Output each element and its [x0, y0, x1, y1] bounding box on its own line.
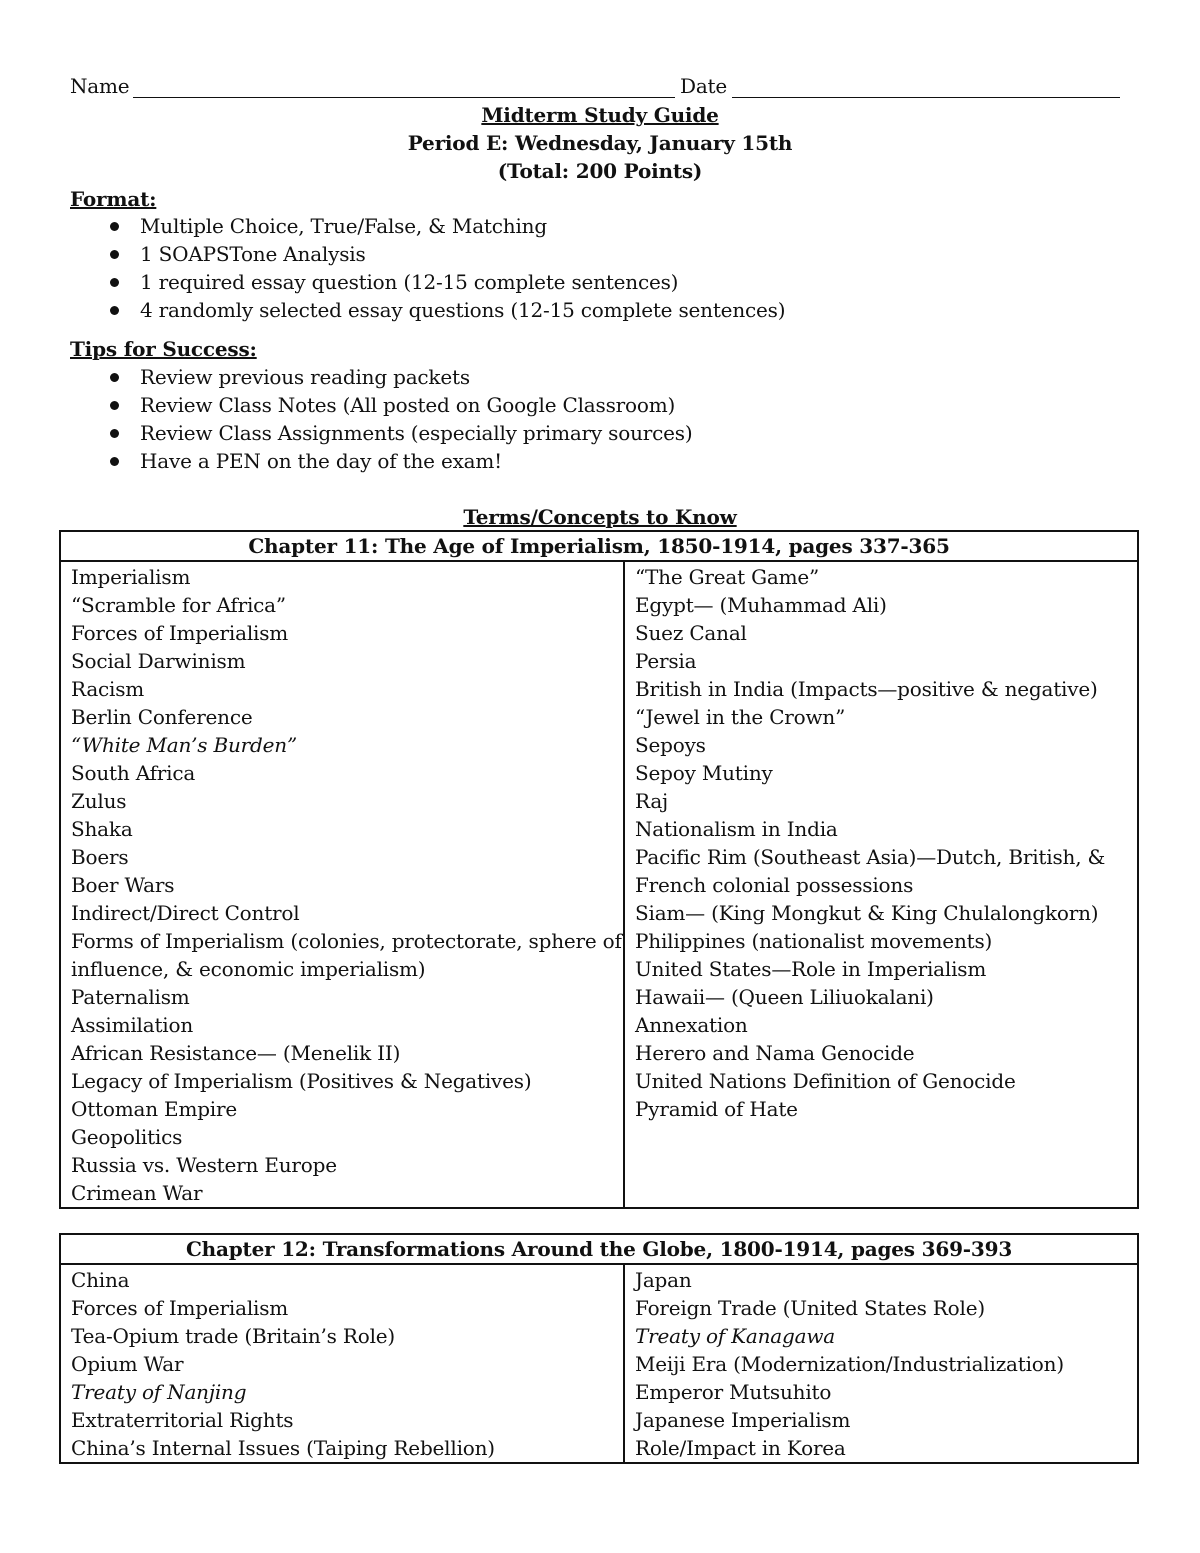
term-item: Zulus [71, 789, 127, 813]
term-item: Indirect/Direct Control [71, 901, 300, 925]
term-item: United States—Role in Imperialism [635, 957, 987, 981]
term-item: Treaty of Kanagawa [635, 1324, 835, 1348]
term-item: African Resistance— (Menelik II) [71, 1041, 401, 1065]
term-item: Extraterritorial Rights [71, 1408, 294, 1432]
term-item: Opium War [71, 1352, 184, 1376]
term-item: Siam— (King Mongkut & King Chulalongkorn) [635, 901, 1099, 925]
term-item: Sepoy Mutiny [635, 761, 773, 785]
term-item: Role/Impact in Korea [635, 1436, 846, 1460]
term-item: “Scramble for Africa” [71, 593, 286, 617]
bullet-icon [110, 222, 119, 231]
term-item: Legacy of Imperialism (Positives & Negatives) [71, 1069, 532, 1093]
term-item: Pacific Rim (Southeast Asia)—Dutch, British, & French colonial possessions [635, 845, 1106, 897]
date-field-line [732, 97, 1120, 98]
term-item: Persia [635, 649, 697, 673]
tips-heading: Tips for Success: [70, 337, 257, 361]
list-item: Review previous reading packets [70, 363, 692, 391]
terms-heading: Terms/Concepts to Know [463, 505, 737, 529]
term-item: Boers [71, 845, 129, 869]
term-item: Meiji Era (Modernization/Industrialization) [635, 1352, 1064, 1376]
bullet-icon [110, 401, 119, 410]
term-item: Egypt— (Muhammad Ali) [635, 593, 887, 617]
term-item: United Nations Definition of Genocide [635, 1069, 1016, 1093]
bullet-icon [110, 429, 119, 438]
bullet-icon [110, 457, 119, 466]
term-item: Tea-Opium trade (Britain’s Role) [71, 1324, 396, 1348]
term-item: Russia vs. Western Europe [71, 1153, 337, 1177]
bullet-icon [110, 306, 119, 315]
term-item: Philippines (nationalist movements) [635, 929, 993, 953]
term-item: South Africa [71, 761, 196, 785]
list-item: 1 required essay question (12-15 complete sentences) [70, 268, 785, 296]
chapter-12-table [59, 1233, 1139, 1464]
format-list [70, 212, 785, 324]
chapter-12-left-column [60, 1264, 624, 1463]
term-item: Imperialism [71, 565, 191, 589]
term-item: Assimilation [71, 1013, 194, 1037]
term-item: Japan [635, 1268, 692, 1292]
name-label: Name [70, 74, 130, 98]
period-line: Period E: Wednesday, January 15th [407, 131, 793, 155]
chapter-11-title: Chapter 11: The Age of Imperialism, 1850-1914, pages 337-365 [60, 531, 1138, 561]
list-item: Multiple Choice, True/False, & Matching [70, 212, 785, 240]
term-item: Ottoman Empire [71, 1097, 237, 1121]
term-item: Treaty of Nanjing [71, 1380, 247, 1404]
list-item: 1 SOAPSTone Analysis [70, 240, 785, 268]
page-title: Midterm Study Guide [481, 103, 719, 127]
tips-list [70, 363, 692, 475]
chapter-11-left-column [60, 561, 624, 1208]
term-item: Social Darwinism [71, 649, 246, 673]
term-item: Paternalism [71, 985, 190, 1009]
term-item: British in India (Impacts—positive & negative) [635, 677, 1098, 701]
term-item: Raj [635, 789, 669, 813]
term-item: “The Great Game” [635, 565, 820, 589]
term-item: China’s Internal Issues (Taiping Rebellion) [71, 1436, 495, 1460]
chapter-11-table [59, 530, 1139, 1209]
term-item: Herero and Nama Genocide [635, 1041, 915, 1065]
term-item: “White Man’s Burden” [71, 733, 297, 757]
term-item: Forces of Imperialism [71, 1296, 289, 1320]
list-item: Have a PEN on the day of the exam! [70, 447, 692, 475]
term-item: Japanese Imperialism [635, 1408, 851, 1432]
term-item: Crimean War [71, 1181, 203, 1205]
term-item: China [71, 1268, 130, 1292]
term-item: Suez Canal [635, 621, 747, 645]
term-item: Berlin Conference [71, 705, 253, 729]
term-item: Forms of Imperialism (colonies, protectorate, sphere of influence, & economic imperialism) [71, 929, 622, 981]
term-item: Emperor Mutsuhito [635, 1380, 832, 1404]
list-item: Review Class Notes (All posted on Google Classroom) [70, 391, 692, 419]
term-item: Sepoys [635, 733, 706, 757]
term-item: Racism [71, 677, 145, 701]
name-date-row [70, 72, 1120, 100]
term-item: Boer Wars [71, 873, 175, 897]
name-field-line [133, 97, 675, 98]
term-item: Forces of Imperialism [71, 621, 289, 645]
format-heading: Format: [70, 187, 157, 211]
chapter-11-right-column [624, 561, 1138, 1208]
term-item: Foreign Trade (United States Role) [635, 1296, 985, 1320]
term-item: Pyramid of Hate [635, 1097, 798, 1121]
term-item: Geopolitics [71, 1125, 183, 1149]
term-item: Hawaii— (Queen Liliuokalani) [635, 985, 934, 1009]
list-item: 4 randomly selected essay questions (12-15 complete sentences) [70, 296, 785, 324]
date-label: Date [680, 74, 728, 98]
bullet-icon [110, 373, 119, 382]
bullet-icon [110, 278, 119, 287]
term-item: Shaka [71, 817, 133, 841]
total-points: (Total: 200 Points) [497, 159, 703, 183]
bullet-icon [110, 250, 119, 259]
chapter-12-right-column [624, 1264, 1138, 1463]
chapter-12-title: Chapter 12: Transformations Around the Globe, 1800-1914, pages 369-393 [60, 1234, 1138, 1264]
term-item: Annexation [635, 1013, 748, 1037]
list-item: Review Class Assignments (especially primary sources) [70, 419, 692, 447]
term-item: Nationalism in India [635, 817, 838, 841]
term-item: “Jewel in the Crown” [635, 705, 846, 729]
